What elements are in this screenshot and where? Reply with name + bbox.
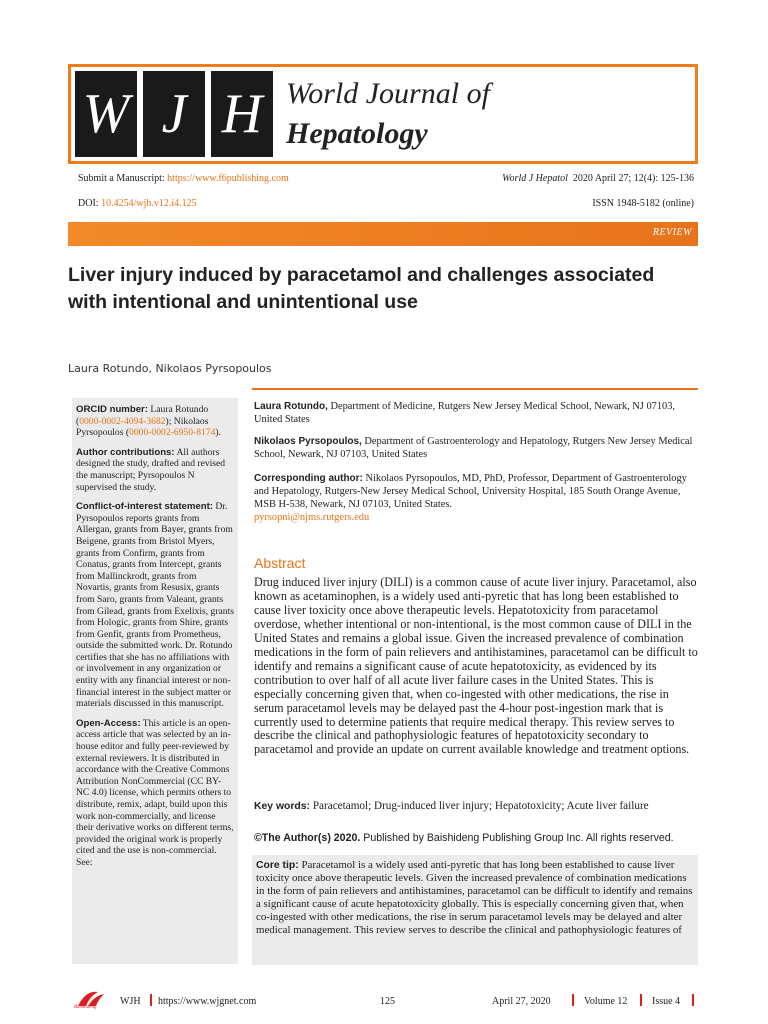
- info-sidebar: [72, 398, 238, 964]
- doi-link[interactable]: 10.4254/wjh.v12.i4.125: [101, 198, 197, 209]
- contributions-heading: Author contributions:: [76, 446, 175, 458]
- journal-title-line2: Hepatology: [286, 117, 428, 150]
- affiliation-text: Department of Medicine, Rutgers New Jersey Medical School, Newark, NJ 07103, United States: [254, 401, 676, 425]
- conflict-block: [76, 501, 234, 710]
- submit-link[interactable]: https://www.f6publishing.com: [167, 173, 289, 184]
- orcid-heading: ORCID number:: [76, 404, 148, 415]
- copyright: [254, 832, 698, 844]
- section-label: REVIEW: [652, 227, 692, 238]
- keywords: [254, 800, 698, 812]
- journal-banner: [68, 64, 698, 164]
- journal-title-line1: World Journal of: [286, 77, 490, 110]
- corresponding-author: [254, 472, 698, 524]
- conflict-text: Dr. Pyrsopoulos reports grants from Allergan, grants from Bayer, grants from Beigene, grants from Bristol Myers, grants from Confirm, grants from Conatus, grants from Intercept, grants from Mallinckrodt, grants from Novartis, grants from Resusix, grants from Saro, grants from Valeant, grants from Gilead, grants from Exelixis, grants from Hologic, grants from Shire, grants from Genfit, grants from Prometheus, outside the submitted work. Dr. Rotundo certifies that she has no affiliations with or involvement in any organization or entity with any financial interest or non-financial interest in the subject matter or materials discussed in this manuscript.: [76, 501, 234, 710]
- banner-letter-j: J: [143, 71, 205, 157]
- contributions-text: All authors designed the study, drafted and revised the manuscript; Pyrsopoulos N supervised the study.: [76, 446, 226, 493]
- core-tip-heading: Core tip:: [256, 860, 299, 871]
- publisher-logo: [72, 988, 112, 1012]
- submit-label: Submit a Manuscript:: [78, 173, 168, 184]
- abstract-body: Drug induced liver injury (DILI) is a common cause of acute liver injury. Paracetamol, also known as acetaminophen, is a widely used anti-pyretic that has long been established to cause liver toxicity once above therapeutic levels. Hepatotoxicity from paracetamol overdose, whether intentional or non-intentional, is the most common cause of DILI in the United States and remains a global issue. Given the increased prevalence of combination medications in the form of pain relievers and antihistamines, paracetamol can be difficult to identify and remains a significant cause of acute hepatotoxicity, as evidenced by its contribution to over half of all acute liver failure cases in the United States. This is especially concerning given that, when co-ingested with other medications, the rise in serum paracetamol levels may be delayed past the 4-hour post-ingestion mark that is currently used to determine patients that require medical therapy. This review serves to describe the clinical and pathophysiologic features of hepatotoxicity secondary to paracetamol and provide an update on current available knowledge and treatment options.: [254, 575, 698, 757]
- affiliation-text: Department of Gastroenterology and Hepatology, Rutgers New Jersey Medical School, Newark, NJ 07103, United States: [254, 436, 693, 460]
- footer-issue: Issue 4: [652, 996, 681, 1007]
- page-footer: [68, 988, 698, 1012]
- abstract-heading: Abstract: [254, 555, 306, 571]
- footer-separator: [640, 994, 642, 1006]
- orcid-block: [76, 404, 234, 439]
- footer-url[interactable]: https://www.wjgnet.com: [158, 996, 257, 1007]
- contributions-block: [76, 447, 234, 493]
- core-tip-box: [252, 855, 698, 965]
- article-title: Liver injury induced by paracetamol and challenges associated with intentional and unintentional use: [68, 264, 655, 313]
- footer-separator: [150, 994, 152, 1006]
- affiliation-rotundo: [254, 400, 698, 426]
- keywords-text: Paracetamol; Drug-induced liver injury; Hepatotoxicity; Acute liver failure: [310, 800, 649, 812]
- citation-journal: World J Hepatol: [502, 173, 568, 184]
- doi-label: DOI:: [78, 198, 102, 209]
- footer-separator: [692, 994, 694, 1006]
- conflict-heading: Conflict-of-interest statement:: [76, 501, 213, 513]
- citation-details: 2020 April 27; 12(4): 125-136: [572, 173, 694, 184]
- copyright-heading: ©The Author(s) 2020.: [254, 832, 361, 844]
- open-access-block: [76, 718, 234, 869]
- orcid-text: Laura Rotundo (: [76, 404, 209, 427]
- footer-journal: WJH: [120, 996, 141, 1007]
- publisher-logo-text: Baishideng: [74, 1005, 97, 1010]
- footer-volume: Volume 12: [584, 996, 628, 1007]
- orcid-text: ); Nikolaos Pyrsopoulos (: [76, 415, 209, 439]
- corresponding-heading: Corresponding author:: [254, 473, 363, 484]
- orcid-link-rotundo[interactable]: 0000-0002-4094-3682: [79, 415, 166, 427]
- affiliation-name: Nikolaos Pyrsopoulos,: [254, 436, 362, 447]
- footer-separator: [572, 994, 574, 1006]
- keywords-heading: Key words:: [254, 801, 311, 812]
- orcid-link-pyrsopoulos[interactable]: 0000-0002-6950-8174: [129, 427, 216, 439]
- corresponding-email[interactable]: pyrsopni@njms.rutgers.edu: [254, 512, 370, 523]
- affiliation-pyrsopoulos: [254, 435, 698, 461]
- submit-line: [78, 173, 289, 184]
- doi-line: [78, 198, 197, 209]
- open-access-heading: Open-Access:: [76, 717, 141, 729]
- affiliation-name: Laura Rotundo,: [254, 401, 328, 412]
- citation-line: [502, 173, 694, 184]
- page-number: 125: [380, 996, 395, 1007]
- core-tip-text: Paracetamol is a widely used anti-pyretic that has long been established to cause liver toxicity once above therapeutic levels. Given the increased prevalence of combination medications in the form of pain relievers and antihistamines, paracetamol can be difficult to identify and remains a significant cause of acute hepatotoxicity globally. This is especially concerning given that, when co-ingested with other medications, the rise in serum paracetamol levels may be delayed and alter medical management. This review serves to describe the clinical and pathophysiologic features of: [256, 859, 693, 937]
- section-bar: [68, 222, 698, 246]
- article-authors: Laura Rotundo, Nikolaos Pyrsopoulos: [68, 362, 272, 375]
- issn: ISSN 1948-5182 (online): [592, 198, 694, 209]
- corresponding-text: Nikolaos Pyrsopoulos, MD, PhD, Professor, Department of Gastroenterology and Hepatology, Rutgers-New Jersey Medical School, University Hospital, 185 South Orange Avenue, MSB H-538, Newark, NJ 07103, United States.: [254, 473, 687, 510]
- orange-divider: [252, 388, 698, 390]
- open-access-text: This article is an open-access article that was selected by an in-house editor and fully peer-reviewed by external reviewers. It is distributed in accordance with the Creative Commons Attribution NonCommercial (CC BY-NC 4.0) license, which permits others to distribute, remix, adapt, build upon this work non-commercially, and license their derivative works on different terms, provided the original work is properly cited and the use is non-commercial. See:: [76, 717, 234, 868]
- footer-date: April 27, 2020: [492, 996, 551, 1007]
- orcid-text: ).: [215, 427, 221, 439]
- banner-letter-h: H: [211, 71, 273, 157]
- copyright-text: Published by Baishideng Publishing Group Inc. All rights reserved.: [360, 832, 674, 844]
- banner-letter-w: W: [75, 71, 137, 157]
